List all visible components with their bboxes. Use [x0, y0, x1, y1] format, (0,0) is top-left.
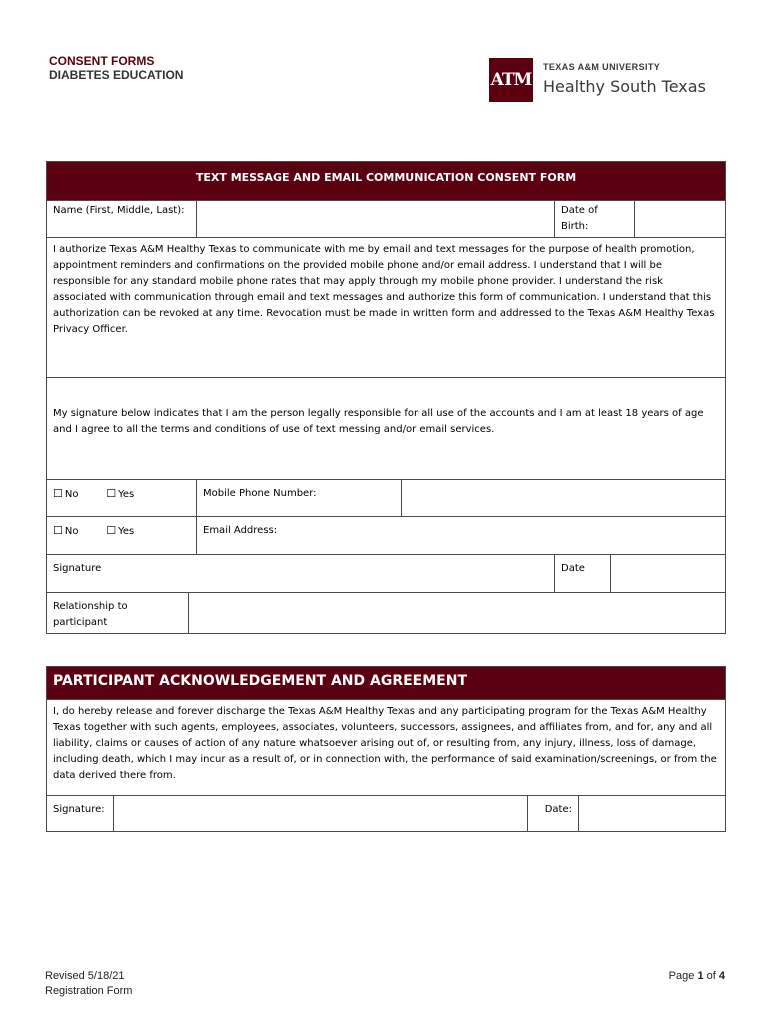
- revision-date: Revised 5/18/21: [45, 970, 125, 982]
- date-label: Date: [555, 555, 611, 593]
- mobile-consent-options: [47, 480, 197, 517]
- agreement-title: PARTICIPANT ACKNOWLEDGEMENT AND AGREEMENT: [47, 667, 726, 700]
- signature-label: Signature: [53, 563, 102, 574]
- checkbox-icon[interactable]: ☐: [53, 487, 63, 500]
- mobile-no-option[interactable]: ☐ No: [53, 487, 79, 500]
- checkbox-icon[interactable]: ☐: [106, 487, 117, 500]
- agreement-signature-label: Signature:: [47, 796, 114, 832]
- dob-field[interactable]: [635, 201, 726, 238]
- checkbox-icon[interactable]: ☐: [106, 524, 117, 537]
- agreement-table: [46, 666, 726, 832]
- agreement-text: I, do hereby release and forever discharge the Texas A&M Healthy Texas and any participating program for the Texas A&M Healthy Texas together with such agents, employees, associates, volunteers, successors, assignees, and affiliates from, and for, any and all liability, claims or causes of action of any nature whatsoever arising out of, or resulting from, any injury, illness, loss of damage, including death, which I may incur as a result of, or in connection with, the performance of said examination/screenings, or from the data derived there from.: [47, 700, 726, 796]
- agreement-date-field[interactable]: [579, 796, 726, 832]
- agreement-date-label: Date:: [528, 796, 579, 832]
- logo-program-name: Healthy South Texas: [543, 77, 706, 96]
- header-subtitle: DIABETES EDUCATION: [49, 68, 184, 82]
- mobile-phone-label: Mobile Phone Number:: [197, 480, 402, 517]
- email-yes-option[interactable]: ☐ Yes: [106, 524, 135, 537]
- logo-university: TEXAS A&M UNIVERSITY: [543, 62, 661, 72]
- mobile-yes-option[interactable]: ☐ Yes: [106, 487, 135, 500]
- consent-form-title: TEXT MESSAGE AND EMAIL COMMUNICATION CONSENT FORM: [47, 162, 726, 201]
- relationship-field[interactable]: [189, 593, 726, 634]
- mobile-phone-field[interactable]: [402, 480, 726, 517]
- form-name: Registration Form: [45, 985, 133, 997]
- checkbox-icon[interactable]: ☐: [53, 524, 63, 537]
- email-address-field[interactable]: [197, 517, 726, 555]
- name-label: Name (First, Middle, Last):: [47, 201, 197, 238]
- atm-logo-icon: ATM: [489, 58, 533, 102]
- agreement-signature-field[interactable]: [114, 796, 528, 832]
- signature-field[interactable]: [47, 555, 555, 593]
- signature-statement: My signature below indicates that I am the person legally responsible for all use of the accounts and I am at least 18 years of age and I agree to all the terms and conditions of use of text messing and/or email services.: [47, 378, 726, 480]
- header-title: CONSENT FORMS: [49, 54, 155, 68]
- date-field[interactable]: [611, 555, 726, 593]
- authorization-text: I authorize Texas A&M Healthy Texas to communicate with me by email and text messages for the purpose of health promotion, appointment reminders and confirmations on the provided mobile phone and/or email address. I understand that I will be responsible for any standard mobile phone rates that may apply through my mobile phone provider. I understand the risk associated with communication through email and text messages and authorize this form of communication. I understand that this authorization can be revoked at any time. Revocation must be made in written form and addressed to the Texas A&M Healthy Texas Privacy Officer.: [47, 238, 726, 378]
- consent-form-table: [46, 161, 726, 634]
- email-no-option[interactable]: ☐ No: [53, 524, 79, 537]
- page-number: Page 1 of 4: [668, 970, 725, 982]
- document-header: [49, 54, 183, 82]
- relationship-label: Relationship to participant: [47, 593, 189, 634]
- email-consent-options: [47, 517, 197, 555]
- university-logo: [489, 58, 706, 102]
- email-address-label: Email Address:: [203, 525, 278, 536]
- footer-left: [45, 969, 132, 999]
- name-field[interactable]: [197, 201, 555, 238]
- dob-label: Date of Birth:: [555, 201, 635, 238]
